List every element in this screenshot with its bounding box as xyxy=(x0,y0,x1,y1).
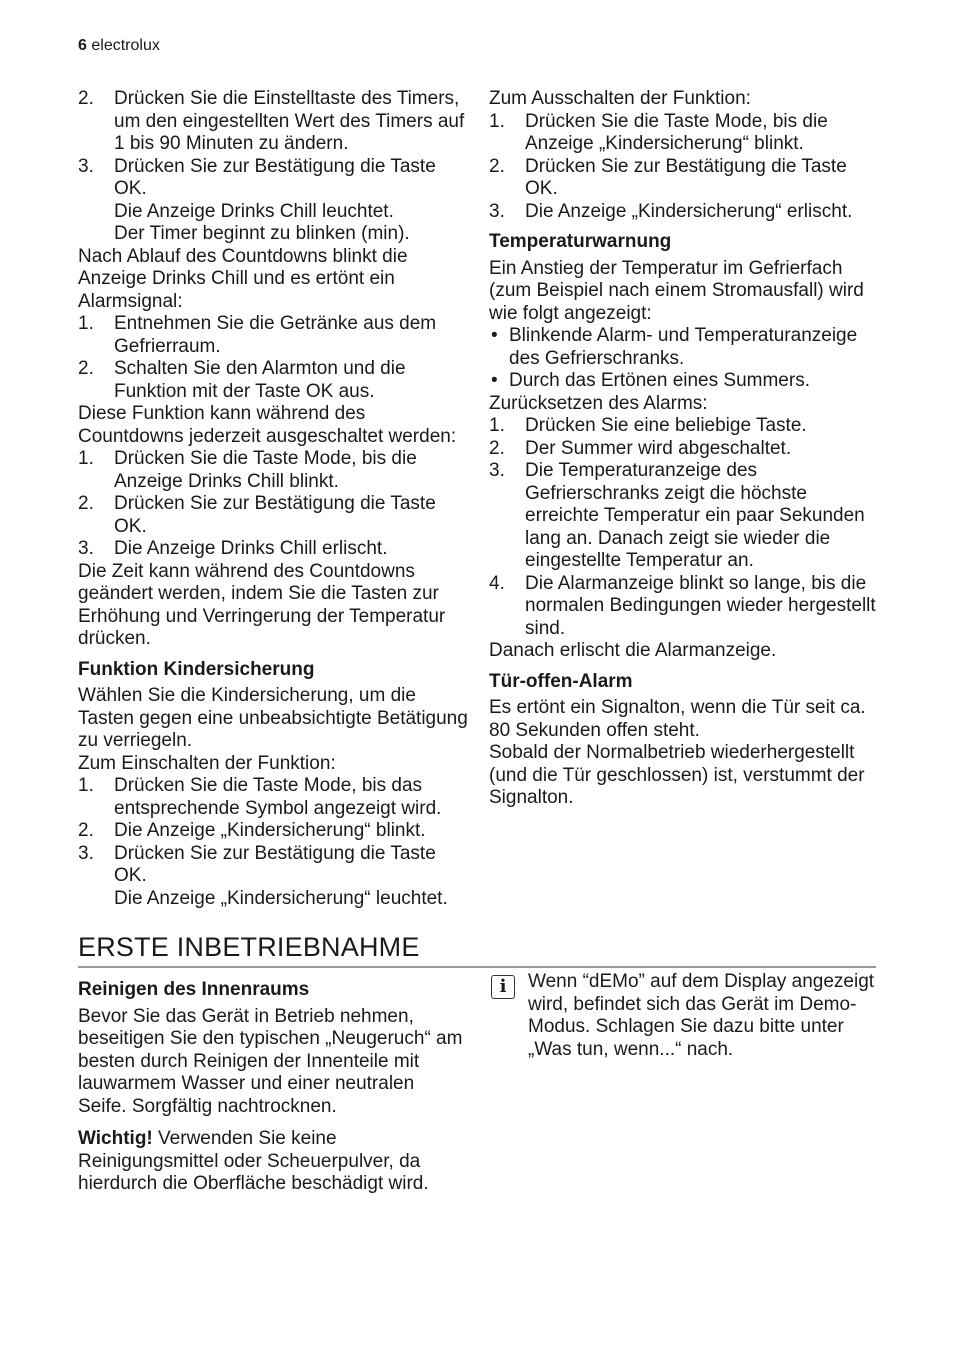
list-item: 2. Drücken Sie die Einstelltaste des Timers, um den eingestellten Wert des Timers auf 1 bis 90 Minuten zu ändern. xyxy=(78,88,465,154)
bullet-icon: • xyxy=(491,370,498,391)
list-item: 1. Drücken Sie die Taste Mode, bis das entsprechende Symbol angezeigt wird. xyxy=(78,775,442,819)
list-item: 3. Die Anzeige Drinks Chill erlischt. xyxy=(78,538,388,559)
paragraph: Danach erlischt die Alarmanzeige. xyxy=(489,640,777,661)
paragraph: Diese Funktion kann während des Countdowns jederzeit ausgeschaltet werden: xyxy=(78,403,457,447)
list-subtext: Der Timer beginnt zu blinken (min). xyxy=(114,223,410,244)
paragraph: Sobald der Normalbetrieb wiederhergestellt (und die Tür geschlossen) ist, verstummt der Signalton. xyxy=(489,742,865,808)
heading-kindersicherung: Funktion Kindersicherung xyxy=(78,658,315,680)
list-item: 2. Die Anzeige „Kindersicherung“ blinkt. xyxy=(78,820,426,841)
list-item: 2. Schalten Sie den Alarmton und die Funktion mit der Taste OK aus. xyxy=(78,358,406,402)
list-item: 2. Drücken Sie zur Bestätigung die Taste OK. xyxy=(78,493,436,537)
enable-steps-list xyxy=(78,775,468,888)
section-title: ERSTE INBETRIEBNAHME xyxy=(78,930,876,968)
reset-steps-list xyxy=(489,415,881,640)
section-left-column xyxy=(78,971,468,1196)
left-column xyxy=(78,88,468,910)
timer-steps-list xyxy=(78,88,468,201)
list-item: 1. Drücken Sie die Taste Mode, bis die Anzeige „Kindersicherung“ blinkt. xyxy=(489,110,828,154)
heading-reinigen: Reinigen des Innenraums xyxy=(78,979,310,1000)
paragraph: Bevor Sie das Gerät in Betrieb nehmen, beseitigen Sie den typischen „Neugeruch“ am besten durch Reinigen der Innenteile mit lauwarmem Wasser und einer neutralen Seife. Sorgfältig nachtrocknen. xyxy=(78,1005,463,1117)
paragraph: Zum Ausschalten der Funktion: xyxy=(489,88,751,109)
heading-tuer-offen-alarm: Tür-offen-Alarm xyxy=(489,670,633,692)
list-item: 3. Die Temperaturanzeige des Gefrierschranks zeigt die höchste erreichte Temperatur ein paar Sekunden lang an. Danach zeigt sie wieder die eingestellte Temperatur an. xyxy=(489,460,865,571)
page-header xyxy=(78,37,160,55)
info-note xyxy=(489,971,881,1061)
important-note: Wichtig! Verwenden Sie keine Reinigungsmittel oder Scheuerpulver, da hierdurch die Oberfläche beschädigt wird. xyxy=(78,1128,429,1194)
list-item: 3. Drücken Sie zur Bestätigung die Taste OK. xyxy=(78,842,436,886)
list-item: 3. Die Anzeige „Kindersicherung“ erlischt. xyxy=(489,200,853,222)
heading-temperaturwarnung: Temperaturwarnung xyxy=(489,231,672,252)
alarm-steps-list xyxy=(78,313,468,403)
important-label: Wichtig! xyxy=(78,1128,153,1149)
list-item: 2. Der Summer wird abgeschaltet. xyxy=(489,437,792,459)
right-column xyxy=(489,88,881,810)
info-icon: i xyxy=(491,975,515,999)
disable-steps-list xyxy=(489,111,881,224)
paragraph: Ein Anstieg der Temperatur im Gefrierfach (zum Beispiel nach einem Stromausfall) wird wie folgt angezeigt: xyxy=(489,257,864,324)
paragraph: Es ertönt ein Signalton, wenn die Tür seit ca. 80 Sekunden offen steht. xyxy=(489,697,866,741)
list-item: 2. Drücken Sie zur Bestätigung die Taste OK. xyxy=(489,155,847,199)
paragraph: Zurücksetzen des Alarms: xyxy=(489,392,708,414)
paragraph: Die Zeit kann während des Countdowns geändert werden, indem Sie die Tasten zur Erhöhung und Verringerung der Temperatur drücken. xyxy=(78,560,446,649)
paragraph: Zum Einschalten der Funktion: xyxy=(78,752,336,774)
list-item: 4. Die Alarmanzeige blinkt so lange, bis die normalen Bedingungen wieder hergestellt sind. xyxy=(489,572,876,639)
info-text: Wenn “dEMo” auf dem Display angezeigt wird, befindet sich das Gerät im Demo-Modus. Schlagen Sie dazu bitte unter „Was tun, wenn...“ nach. xyxy=(528,971,875,1060)
paragraph: Wählen Sie die Kindersicherung, um die Tasten gegen eine unbeabsichtigte Betätigung zu verriegeln. xyxy=(78,685,468,751)
list-item: • Blinkende Alarm- und Temperaturanzeige des Gefrierschranks. xyxy=(491,325,858,369)
list-item: 3. Drücken Sie zur Bestätigung die Taste OK. xyxy=(78,155,436,199)
page-number: 6 xyxy=(78,37,87,54)
list-item: 1. Drücken Sie die Taste Mode, bis die Anzeige Drinks Chill blinkt. xyxy=(78,448,417,492)
section-right-column xyxy=(489,971,881,1061)
paragraph: Nach Ablauf des Countdowns blinkt die Anzeige Drinks Chill und es ertönt ein Alarmsignal: xyxy=(78,245,408,312)
brand-name: electrolux xyxy=(91,37,160,54)
list-item: • Durch das Ertönen eines Summers. xyxy=(491,370,810,391)
list-item: 1. Drücken Sie eine beliebige Taste. xyxy=(489,415,807,436)
bullet-icon: • xyxy=(491,325,498,346)
list-item: 1. Entnehmen Sie die Getränke aus dem Gefrierraum. xyxy=(78,313,437,357)
cancel-steps-list xyxy=(78,448,468,561)
list-subtext: Die Anzeige Drinks Chill leuchtet. xyxy=(114,200,394,222)
bullet-list xyxy=(489,325,881,393)
list-subtext: Die Anzeige „Kindersicherung“ leuchtet. xyxy=(114,887,448,909)
